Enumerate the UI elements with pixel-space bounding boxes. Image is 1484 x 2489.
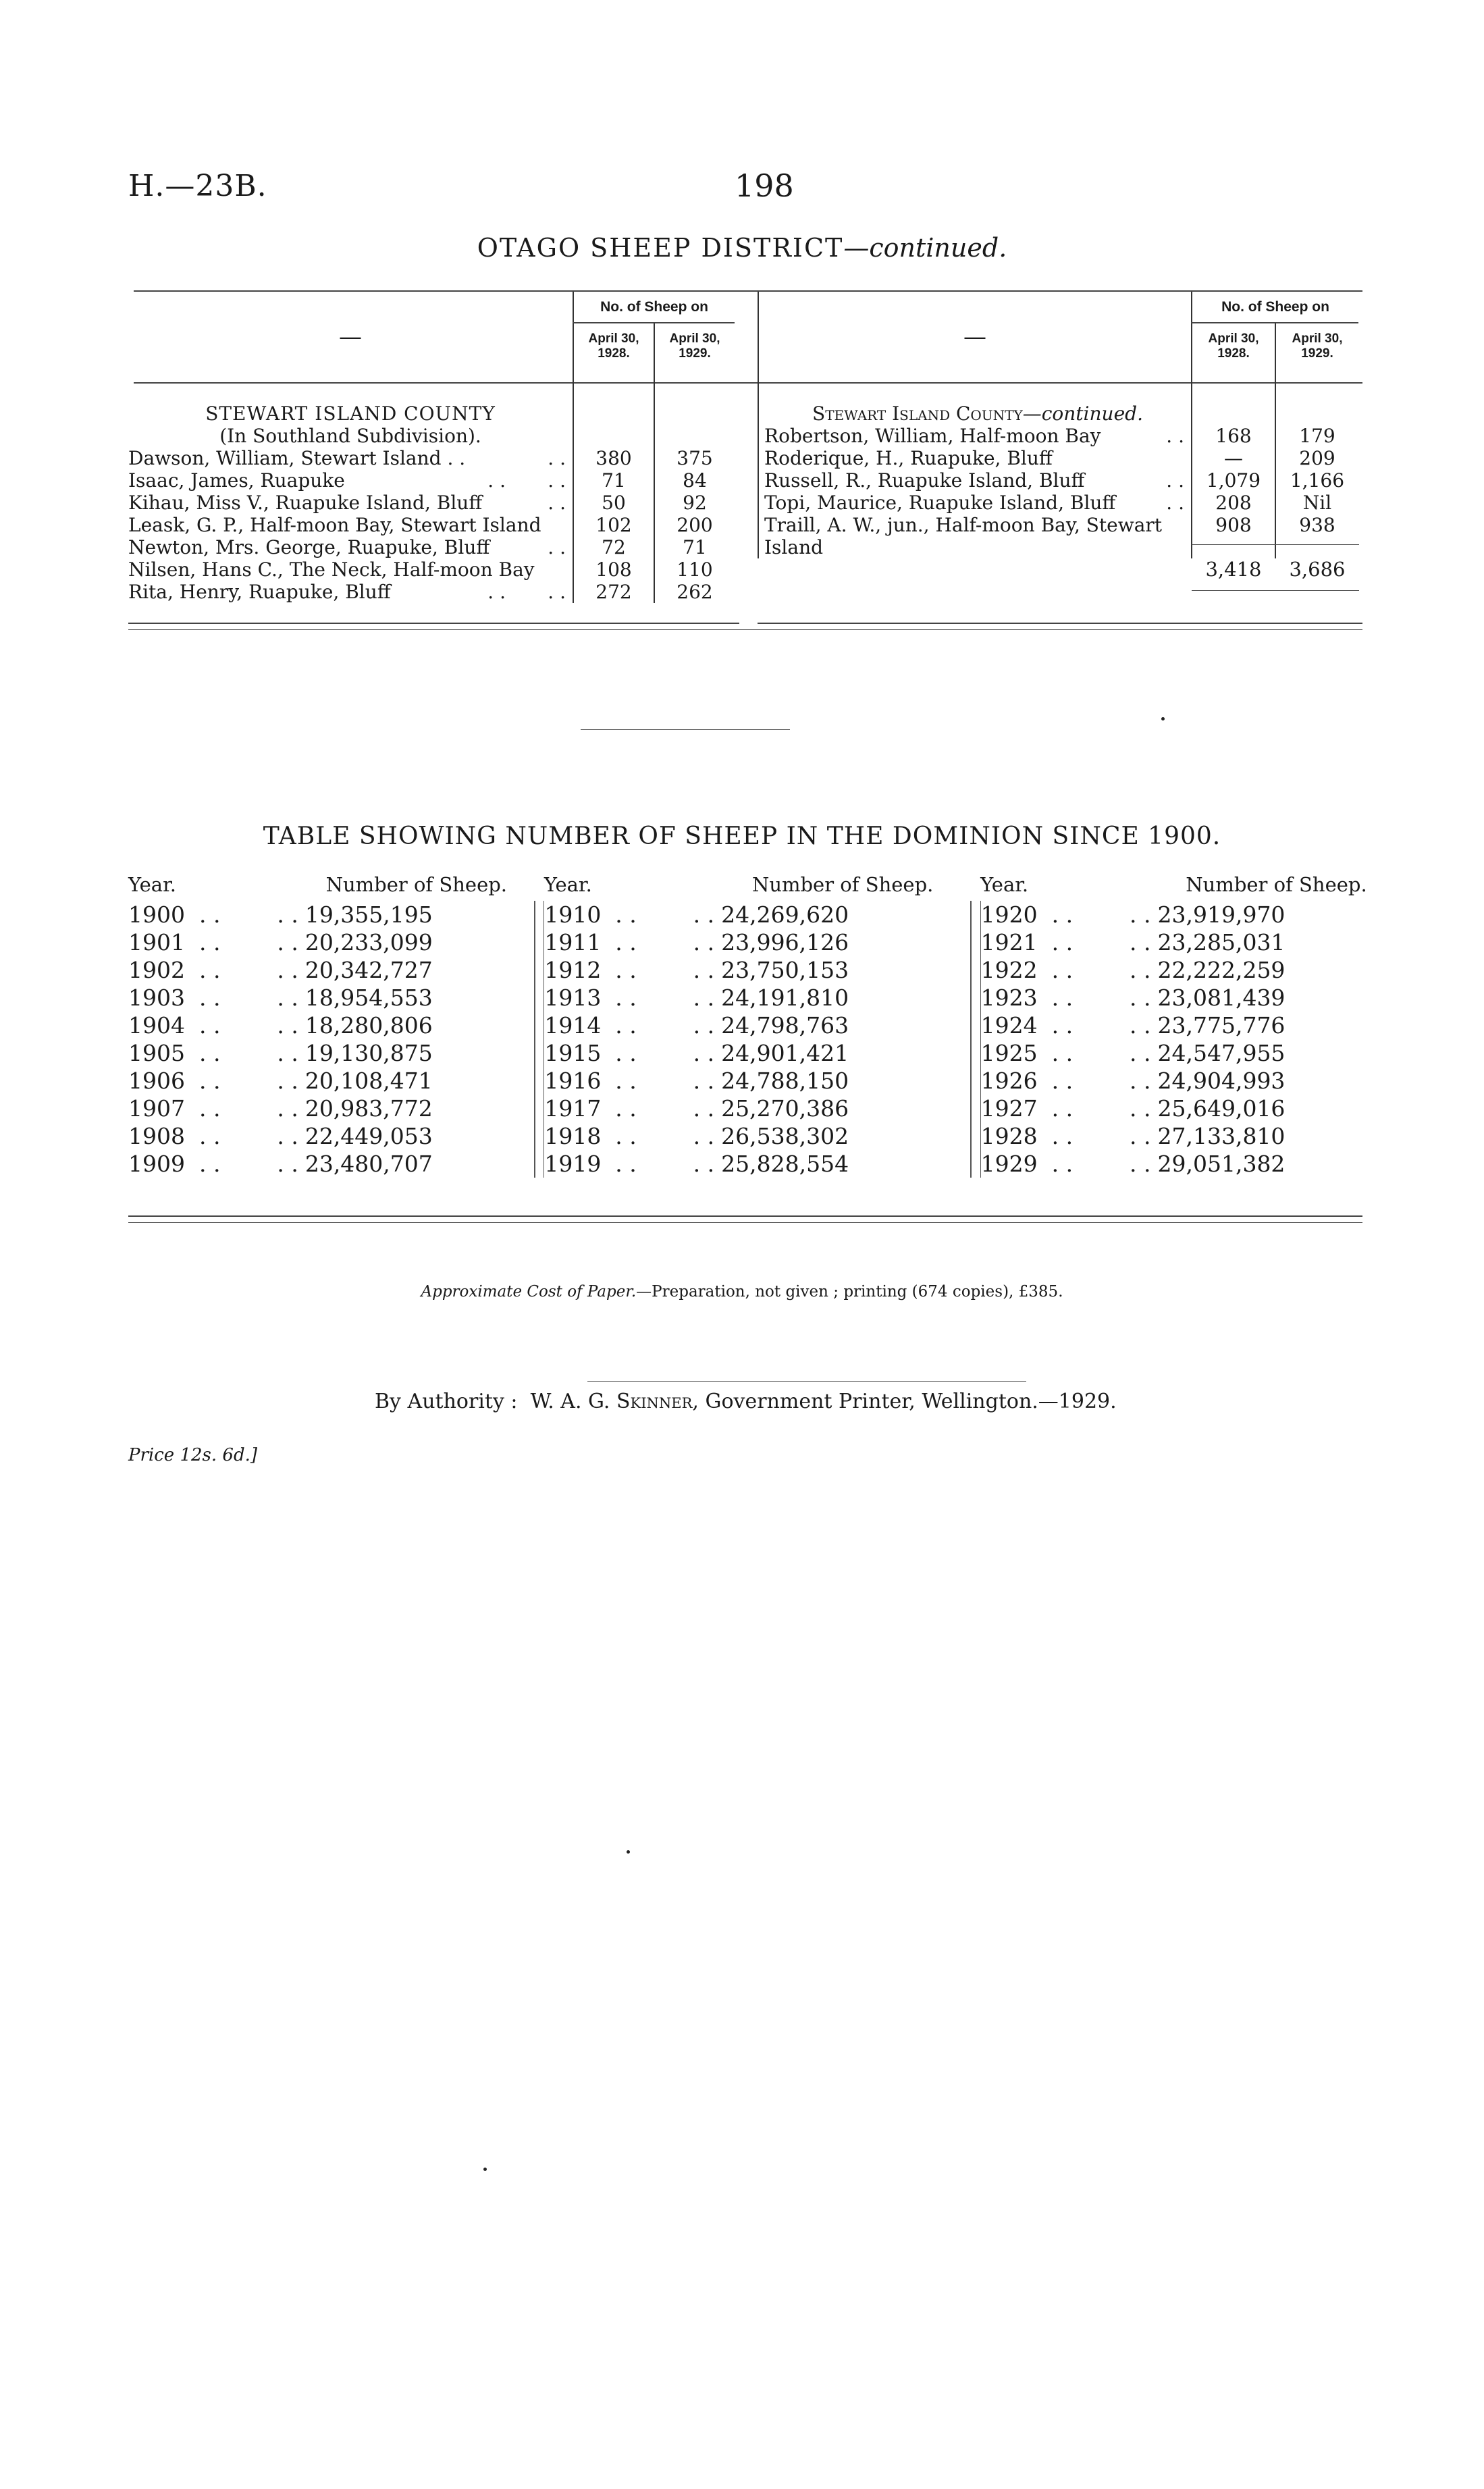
table-row bbox=[128, 469, 735, 492]
sheep-count: 20,342,727 bbox=[304, 957, 433, 983]
sheep-count: 23,750,153 bbox=[721, 957, 849, 983]
leader-dots: . . . . bbox=[487, 581, 566, 603]
table-row bbox=[128, 558, 735, 581]
leader-dots: . . . . bbox=[1037, 957, 1151, 983]
leader-dots: . . . . bbox=[1037, 1040, 1151, 1066]
year-cell: 1918 . . . . bbox=[544, 1123, 715, 1149]
sheep-count: 25,649,016 bbox=[1157, 1095, 1286, 1122]
leader-dots: . . . . bbox=[184, 1123, 298, 1149]
column-divider bbox=[535, 984, 544, 1012]
leader-dots: . . . . bbox=[1037, 901, 1151, 928]
table-row bbox=[758, 447, 1358, 469]
sheep-count: 23,081,439 bbox=[1157, 985, 1286, 1011]
header-group: No. of Sheep on bbox=[1192, 292, 1358, 323]
header-dash: — bbox=[339, 323, 362, 350]
leader-dots: . . bbox=[1166, 492, 1184, 514]
district-title bbox=[0, 233, 1484, 263]
column-divider bbox=[535, 1150, 544, 1178]
column-divider bbox=[971, 901, 980, 928]
sheep-count: 24,798,763 bbox=[721, 1012, 849, 1039]
year-cell: 1925 . . . . bbox=[980, 1040, 1151, 1066]
column-divider bbox=[535, 1012, 544, 1039]
page-number: 198 bbox=[735, 167, 794, 204]
leader-dots: . . . . bbox=[1037, 929, 1151, 955]
year-cell: 1913 . . . . bbox=[544, 985, 715, 1011]
table-row bbox=[128, 1150, 1402, 1178]
column-divider bbox=[971, 956, 980, 984]
table-row bbox=[758, 469, 1358, 492]
leader-dots: . . . . bbox=[1037, 1095, 1151, 1122]
sheep-1929: 375 bbox=[654, 447, 735, 469]
leader-dots: . . . . bbox=[487, 469, 566, 492]
leader-dots: . . . . bbox=[601, 985, 715, 1011]
sheep-table-left bbox=[128, 292, 735, 603]
year-cell: 1921 . . . . bbox=[980, 929, 1151, 955]
owner-name: Roderique, H., Ruapuke, Bluff bbox=[758, 447, 1192, 469]
leader-dots: . . . . bbox=[601, 1151, 715, 1177]
column-divider bbox=[971, 1012, 980, 1039]
table-row bbox=[128, 956, 1402, 984]
rule-bottom-double bbox=[128, 629, 1362, 630]
sheep-count: 20,983,772 bbox=[304, 1095, 433, 1122]
column-divider bbox=[535, 1095, 544, 1122]
sheep-1928: 908 bbox=[1192, 514, 1275, 536]
sheep-1928: 108 bbox=[573, 558, 654, 581]
year-cell: 1912 . . . . bbox=[544, 957, 715, 983]
leader-dots: . . . . bbox=[601, 901, 715, 928]
leader-dots: . . . . bbox=[184, 985, 298, 1011]
leader-dots: . . . . bbox=[601, 1123, 715, 1149]
section-separator bbox=[581, 729, 790, 730]
rule-dominion-bottom-double bbox=[128, 1222, 1362, 1223]
year-cell: 1919 . . . . bbox=[544, 1151, 715, 1177]
cost-of-paper: Approximate Cost of Paper.—Preparation, not given ; printing (674 copies), £385. bbox=[421, 1283, 1063, 1301]
leader-dots: . . . . bbox=[184, 1095, 298, 1122]
total-1928: 3,418 bbox=[1205, 558, 1262, 581]
sheep-1929: 262 bbox=[654, 581, 735, 603]
document-reference: H.—23B. bbox=[128, 169, 267, 203]
table-row bbox=[128, 514, 735, 536]
year-cell: 1928 . . . . bbox=[980, 1123, 1151, 1149]
leader-dots: . . bbox=[548, 492, 566, 514]
header-1928: April 30, 1928. bbox=[573, 323, 654, 382]
sheep-count: 19,355,195 bbox=[304, 901, 433, 928]
sheep-1928: 208 bbox=[1192, 492, 1275, 514]
leader-dots: . . bbox=[548, 536, 566, 558]
owner-name: Nilsen, Hans C., The Neck, Half-moon Bay bbox=[128, 558, 535, 581]
sheep-count: 22,449,053 bbox=[304, 1123, 433, 1149]
rule-bottom-left bbox=[128, 623, 739, 624]
sheep-count: 19,130,875 bbox=[304, 1040, 433, 1066]
table-row bbox=[128, 1122, 1402, 1150]
year-cell: 1908 . . . . bbox=[128, 1123, 298, 1149]
year-cell: 1902 . . . . bbox=[128, 957, 298, 983]
printer-authority: By Authority : W. A. G. Skinner, Government Printer, Wellington.—1929. bbox=[375, 1390, 1117, 1413]
sheep-count: 26,538,302 bbox=[721, 1123, 849, 1149]
year-cell: 1905 . . . . bbox=[128, 1040, 298, 1066]
sheep-count: 25,828,554 bbox=[721, 1151, 849, 1177]
sheep-count: 23,996,126 bbox=[721, 929, 849, 955]
number-header: Number of Sheep. bbox=[325, 873, 508, 896]
leader-dots: . . bbox=[1166, 425, 1184, 447]
year-cell: 1915 . . . . bbox=[544, 1040, 715, 1066]
column-divider bbox=[971, 1067, 980, 1095]
year-cell: 1900 . . . . bbox=[128, 901, 298, 928]
sheep-1928: 71 bbox=[573, 469, 654, 492]
sheep-count: 27,133,810 bbox=[1157, 1123, 1286, 1149]
leader-dots: . . . . bbox=[184, 1040, 298, 1066]
column-divider bbox=[535, 1039, 544, 1067]
table-row bbox=[128, 1067, 1402, 1095]
sheep-1929: 1,166 bbox=[1275, 469, 1358, 492]
year-header: Year. bbox=[128, 873, 176, 896]
number-header: Number of Sheep. bbox=[751, 873, 934, 896]
year-header: Year. bbox=[980, 873, 1029, 896]
column-divider bbox=[535, 956, 544, 984]
table-row bbox=[128, 492, 735, 514]
sheep-1929: 200 bbox=[654, 514, 735, 536]
leader-dots: . . . . bbox=[184, 929, 298, 955]
total-1929: 3,686 bbox=[1289, 558, 1346, 581]
owner-name: Kihau, Miss V., Ruapuke Island, Bluff . . bbox=[128, 492, 566, 514]
sheep-1928: 272 bbox=[573, 581, 654, 603]
year-cell: 1914 . . . . bbox=[544, 1012, 715, 1039]
leader-dots: . . . . bbox=[601, 1095, 715, 1122]
owner-name: Traill, A. W., jun., Half-moon Bay, Stewart bbox=[758, 514, 1192, 536]
district-title-suffix: —continued. bbox=[843, 233, 1007, 263]
sheep-1929: 84 bbox=[654, 469, 735, 492]
sheep-count: 18,280,806 bbox=[304, 1012, 433, 1039]
owner-name: Russell, R., Ruapuke Island, Bluff . . bbox=[758, 469, 1192, 492]
sheep-count: 20,108,471 bbox=[304, 1068, 433, 1094]
column-divider bbox=[535, 901, 544, 928]
county-heading-continued: Stewart Island County—continued. bbox=[758, 402, 1192, 425]
sheep-count: 24,904,993 bbox=[1157, 1068, 1286, 1094]
sheep-1928 bbox=[1192, 536, 1275, 558]
leader-dots: . . . . bbox=[1037, 1123, 1151, 1149]
header-1929: April 30, 1929. bbox=[654, 323, 735, 382]
sheep-1928: 72 bbox=[573, 536, 654, 558]
leader-dots: . . . . bbox=[601, 1040, 715, 1066]
owner-name: Dawson, William, Stewart Island . . . . bbox=[128, 447, 566, 469]
owner-name: Newton, Mrs. George, Ruapuke, Bluff . . bbox=[128, 536, 566, 558]
leader-dots: . . . . bbox=[1037, 985, 1151, 1011]
table-row bbox=[128, 1012, 1402, 1039]
year-cell: 1904 . . . . bbox=[128, 1012, 298, 1039]
year-cell: 1920 . . . . bbox=[980, 901, 1151, 928]
sheep-1928: 102 bbox=[573, 514, 654, 536]
sheep-1929: 938 bbox=[1275, 514, 1358, 536]
year-cell: 1927 . . . . bbox=[980, 1095, 1151, 1122]
year-header: Year. bbox=[544, 873, 592, 896]
sheep-count: 18,954,553 bbox=[304, 985, 433, 1011]
sheep-1928: 168 bbox=[1192, 425, 1275, 447]
leader-dots: . . bbox=[548, 447, 566, 469]
owner-name: Robertson, William, Half-moon Bay . . bbox=[758, 425, 1192, 447]
district-title-text: OTAGO SHEEP DISTRICT bbox=[477, 233, 844, 263]
column-divider bbox=[971, 928, 980, 956]
sheep-1929: 71 bbox=[654, 536, 735, 558]
column-divider bbox=[535, 928, 544, 956]
leader-dots: . . bbox=[1166, 469, 1184, 492]
sheep-1928: — bbox=[1192, 447, 1275, 469]
table-row bbox=[758, 514, 1358, 536]
year-cell: 1917 . . . . bbox=[544, 1095, 715, 1122]
sheep-1928: 1,079 bbox=[1192, 469, 1275, 492]
sheep-1929: 209 bbox=[1275, 447, 1358, 469]
total-rule-bottom bbox=[1192, 590, 1359, 591]
sheep-count: 23,285,031 bbox=[1157, 929, 1286, 955]
owner-name: Topi, Maurice, Ruapuke Island, Bluff . . bbox=[758, 492, 1192, 514]
owner-name: Island bbox=[758, 536, 1192, 558]
year-cell: 1910 . . . . bbox=[544, 901, 715, 928]
year-cell: 1903 . . . . bbox=[128, 985, 298, 1011]
table-row bbox=[128, 447, 735, 469]
sheep-count: 24,788,150 bbox=[721, 1068, 849, 1094]
sheep-count: 23,919,970 bbox=[1157, 901, 1286, 928]
column-divider bbox=[971, 1095, 980, 1122]
year-cell: 1916 . . . . bbox=[544, 1068, 715, 1094]
leader-dots: . . . . bbox=[184, 1151, 298, 1177]
year-cell: 1901 . . . . bbox=[128, 929, 298, 955]
leader-dots: . . . . bbox=[601, 957, 715, 983]
table-row bbox=[758, 536, 1358, 558]
sheep-count: 24,269,620 bbox=[721, 901, 849, 928]
column-divider bbox=[971, 1150, 980, 1178]
table-row bbox=[128, 536, 735, 558]
rule-dominion-bottom bbox=[128, 1215, 1362, 1217]
sheep-1928: 380 bbox=[573, 447, 654, 469]
dominion-table-title: TABLE SHOWING NUMBER OF SHEEP IN THE DOMINION SINCE 1900. bbox=[263, 822, 1221, 850]
column-divider bbox=[971, 1039, 980, 1067]
table-row bbox=[128, 984, 1402, 1012]
leader-dots: . . . . bbox=[601, 1012, 715, 1039]
authority-rule bbox=[587, 1381, 1026, 1382]
leader-dots: . . . . bbox=[601, 929, 715, 955]
leader-dots: . . . . bbox=[184, 957, 298, 983]
leader-dots: . . . . bbox=[184, 1012, 298, 1039]
header-group: No. of Sheep on bbox=[573, 292, 735, 323]
leader-dots: . . . . bbox=[1037, 1068, 1151, 1094]
table-row bbox=[128, 1095, 1402, 1122]
owner-name: Isaac, James, Ruapuke . . . . bbox=[128, 469, 566, 492]
sheep-count: 24,191,810 bbox=[721, 985, 849, 1011]
year-cell: 1923 . . . . bbox=[980, 985, 1151, 1011]
number-header: Number of Sheep. bbox=[1186, 873, 1367, 896]
year-cell: 1911 . . . . bbox=[544, 929, 715, 955]
sheep-table-right bbox=[758, 292, 1358, 558]
leader-dots: . . . . bbox=[601, 1068, 715, 1094]
table-row bbox=[128, 928, 1402, 956]
table-row bbox=[758, 425, 1358, 447]
year-cell: 1906 . . . . bbox=[128, 1068, 298, 1094]
header-1929: April 30, 1929. bbox=[1275, 323, 1358, 382]
sheep-count: 24,901,421 bbox=[721, 1040, 849, 1066]
year-cell: 1926 . . . . bbox=[980, 1068, 1151, 1094]
year-cell: 1909 . . . . bbox=[128, 1151, 298, 1177]
sheep-count: 23,775,776 bbox=[1157, 1012, 1286, 1039]
sheep-count: 20,233,099 bbox=[304, 929, 433, 955]
year-cell: 1924 . . . . bbox=[980, 1012, 1151, 1039]
leader-dots: . . . . bbox=[1037, 1012, 1151, 1039]
sheep-1929: 179 bbox=[1275, 425, 1358, 447]
table-row bbox=[128, 1039, 1402, 1067]
sheep-count: 22,222,259 bbox=[1157, 957, 1286, 983]
sheep-count: 24,547,955 bbox=[1157, 1040, 1286, 1066]
year-cell: 1922 . . . . bbox=[980, 957, 1151, 983]
leader-dots: . . . . bbox=[184, 1068, 298, 1094]
sheep-count: 29,051,382 bbox=[1157, 1151, 1286, 1177]
sheep-count: 23,480,707 bbox=[304, 1151, 433, 1177]
total-rule-top bbox=[1192, 544, 1359, 545]
leader-dots: . . . . bbox=[1037, 1151, 1151, 1177]
header-1928: April 30, 1928. bbox=[1192, 323, 1275, 382]
table-row bbox=[128, 901, 1402, 928]
leader-dots: . . . . bbox=[184, 901, 298, 928]
table-row bbox=[128, 581, 735, 603]
column-divider bbox=[971, 1122, 980, 1150]
owner-name: Leask, G. P., Half-moon Bay, Stewart Island bbox=[128, 514, 541, 536]
sheep-1929: 110 bbox=[654, 558, 735, 581]
scan-speck bbox=[1161, 717, 1165, 720]
owner-name: Rita, Henry, Ruapuke, Bluff . . . . bbox=[128, 581, 566, 603]
year-cell: 1907 . . . . bbox=[128, 1095, 298, 1122]
price: Price 12s. 6d.] bbox=[128, 1445, 258, 1465]
column-divider bbox=[971, 984, 980, 1012]
rule-bottom-right bbox=[758, 623, 1362, 624]
dominion-sheep-table bbox=[128, 871, 1402, 1178]
column-divider bbox=[535, 1122, 544, 1150]
sheep-1929: Nil bbox=[1275, 492, 1358, 514]
table-row bbox=[758, 492, 1358, 514]
scan-speck bbox=[627, 1850, 630, 1854]
column-divider bbox=[535, 1067, 544, 1095]
scan-speck bbox=[483, 2168, 487, 2171]
sheep-1929 bbox=[1275, 536, 1358, 558]
sheep-1928: 50 bbox=[573, 492, 654, 514]
sheep-1929: 92 bbox=[654, 492, 735, 514]
sheep-count: 25,270,386 bbox=[721, 1095, 849, 1122]
county-subheading: (In Southland Subdivision). bbox=[219, 425, 481, 447]
county-heading: STEWART ISLAND COUNTY bbox=[205, 402, 496, 425]
header-dash: — bbox=[758, 292, 1192, 382]
year-cell: 1929 . . . . bbox=[980, 1151, 1151, 1177]
